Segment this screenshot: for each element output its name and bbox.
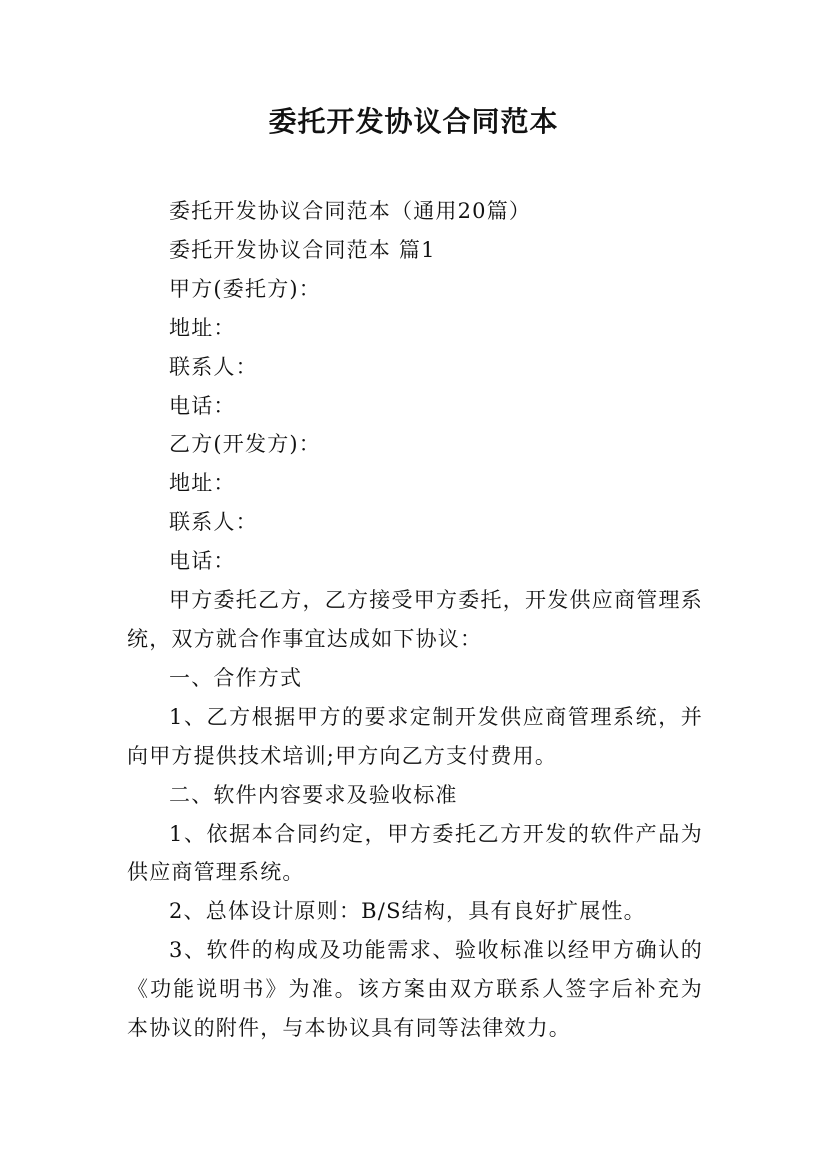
paragraph-section-heading: 委托开发协议合同范本 篇1 bbox=[169, 237, 436, 262]
paragraph-heading-cooperation: 一、合作方式 bbox=[169, 665, 303, 690]
document-body bbox=[127, 192, 703, 1048]
paragraph-party-b-contact: 联系人： bbox=[169, 510, 258, 535]
paragraph-requirements-2: 2、总体设计原则：B/S结构，具有良好扩展性。 bbox=[169, 899, 646, 924]
paragraph-cooperation-1: 1、乙方根据甲方的要求定制开发供应商管理系统，并向甲方提供技术培训;甲方向乙方支付费用。 bbox=[127, 704, 703, 768]
paragraph-party-a-address: 地址： bbox=[169, 315, 236, 340]
paragraph-requirements-1: 1、依据本合同约定，甲方委托乙方开发的软件产品为供应商管理系统。 bbox=[127, 821, 703, 885]
paragraph-party-b: 乙方(开发方)： bbox=[169, 432, 321, 457]
paragraph-party-a-contact: 联系人： bbox=[169, 354, 258, 379]
paragraph-heading-requirements: 二、软件内容要求及验收标准 bbox=[169, 782, 458, 807]
paragraph-intro: 甲方委托乙方，乙方接受甲方委托，开发供应商管理系统，双方就合作事宜达成如下协议： bbox=[127, 588, 703, 651]
paragraph-party-a-phone: 电话： bbox=[169, 393, 236, 418]
paragraph-party-b-address: 地址： bbox=[169, 471, 236, 496]
document-title: 委托开发协议合同范本 bbox=[268, 105, 559, 138]
paragraph-subtitle: 委托开发协议合同范本（通用20篇） bbox=[169, 199, 532, 223]
paragraph-party-a: 甲方(委托方)： bbox=[169, 276, 321, 301]
paragraph-requirements-3: 3、软件的构成及功能需求、验收标准以经甲方确认的《功能说明书》为准。该方案由双方联系人签字后补充为本协议的附件，与本协议具有同等法律效力。 bbox=[127, 938, 703, 1041]
paragraph-party-b-phone: 电话： bbox=[169, 549, 236, 574]
